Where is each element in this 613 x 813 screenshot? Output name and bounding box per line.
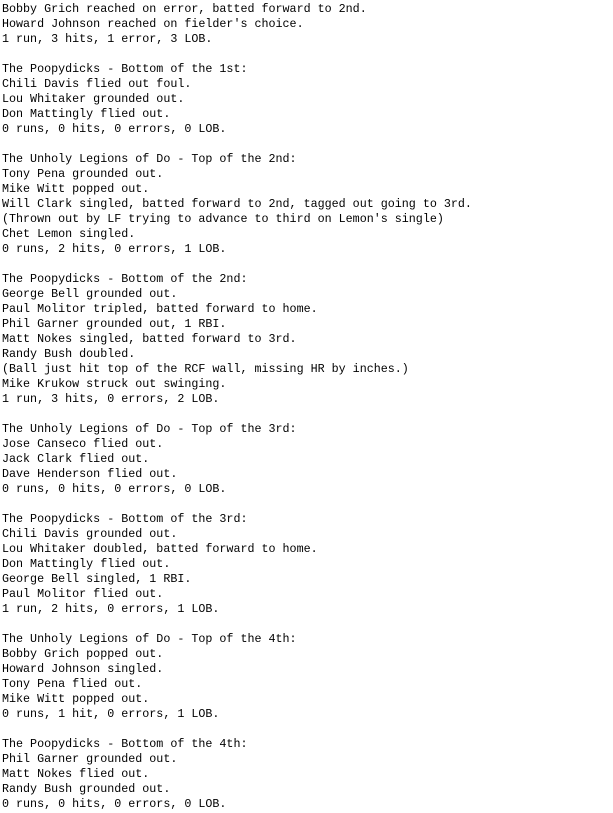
- play-line: Matt Nokes singled, batted forward to 3rd.: [2, 332, 297, 346]
- inning-summary-line: 0 runs, 0 hits, 0 errors, 0 LOB.: [2, 797, 227, 811]
- play-line: Phil Garner grounded out.: [2, 752, 178, 766]
- inning-section: [2, 512, 613, 617]
- inning-section: [2, 62, 613, 137]
- play-line: Phil Garner grounded out, 1 RBI.: [2, 317, 227, 331]
- inning-summary-line: 0 runs, 0 hits, 0 errors, 0 LOB.: [2, 482, 227, 496]
- play-line: Randy Bush grounded out.: [2, 782, 171, 796]
- play-line: Dave Henderson flied out.: [2, 467, 178, 481]
- play-line: Mike Krukow struck out swinging.: [2, 377, 227, 391]
- play-line: (Thrown out by LF trying to advance to third on Lemon's single): [2, 212, 444, 226]
- play-line: Bobby Grich popped out.: [2, 647, 164, 661]
- inning-header: The Poopydicks - Bottom of the 4th:: [2, 737, 248, 751]
- play-line: George Bell grounded out.: [2, 287, 178, 301]
- inning-section: [2, 422, 613, 497]
- inning-section: [2, 2, 613, 47]
- play-line: Tony Pena flied out.: [2, 677, 143, 691]
- play-line: Paul Molitor tripled, batted forward to home.: [2, 302, 318, 316]
- play-line: Howard Johnson singled.: [2, 662, 164, 676]
- inning-summary-line: 0 runs, 1 hit, 0 errors, 1 LOB.: [2, 707, 220, 721]
- inning-header: The Unholy Legions of Do - Top of the 4th:: [2, 632, 297, 646]
- inning-section: [2, 737, 613, 812]
- inning-section: [2, 632, 613, 722]
- play-line: Chet Lemon singled.: [2, 227, 136, 241]
- play-line: Lou Whitaker doubled, batted forward to home.: [2, 542, 318, 556]
- play-line: Paul Molitor flied out.: [2, 587, 164, 601]
- play-line: Mike Witt popped out.: [2, 182, 150, 196]
- inning-summary-line: 0 runs, 2 hits, 0 errors, 1 LOB.: [2, 242, 227, 256]
- inning-header: The Unholy Legions of Do - Top of the 3rd:: [2, 422, 297, 436]
- inning-summary-line: 1 run, 3 hits, 0 errors, 2 LOB.: [2, 392, 220, 406]
- play-line: Chili Davis flied out foul.: [2, 77, 192, 91]
- inning-summary-line: 0 runs, 0 hits, 0 errors, 0 LOB.: [2, 122, 227, 136]
- inning-summary-line: 1 run, 3 hits, 1 error, 3 LOB.: [2, 32, 213, 46]
- play-line: Tony Pena grounded out.: [2, 167, 164, 181]
- inning-section: [2, 272, 613, 407]
- play-line: Bobby Grich reached on error, batted forward to 2nd.: [2, 2, 367, 16]
- play-line: Lou Whitaker grounded out.: [2, 92, 185, 106]
- play-line: Don Mattingly flied out.: [2, 557, 171, 571]
- inning-header: The Unholy Legions of Do - Top of the 2nd:: [2, 152, 297, 166]
- play-line: Howard Johnson reached on fielder's choice.: [2, 17, 304, 31]
- play-line: (Ball just hit top of the RCF wall, missing HR by inches.): [2, 362, 409, 376]
- inning-header: The Poopydicks - Bottom of the 1st:: [2, 62, 248, 76]
- inning-section: [2, 152, 613, 257]
- inning-header: The Poopydicks - Bottom of the 2nd:: [2, 272, 248, 286]
- play-line: Will Clark singled, batted forward to 2nd, tagged out going to 3rd.: [2, 197, 472, 211]
- inning-header: The Poopydicks - Bottom of the 3rd:: [2, 512, 248, 526]
- play-line: Jack Clark flied out.: [2, 452, 150, 466]
- play-line: Jose Canseco flied out.: [2, 437, 164, 451]
- play-line: Don Mattingly flied out.: [2, 107, 171, 121]
- play-line: George Bell singled, 1 RBI.: [2, 572, 192, 586]
- play-line: Matt Nokes flied out.: [2, 767, 150, 781]
- play-line: Mike Witt popped out.: [2, 692, 150, 706]
- play-line: Randy Bush doubled.: [2, 347, 136, 361]
- play-line: Chili Davis grounded out.: [2, 527, 178, 541]
- inning-summary-line: 1 run, 2 hits, 0 errors, 1 LOB.: [2, 602, 220, 616]
